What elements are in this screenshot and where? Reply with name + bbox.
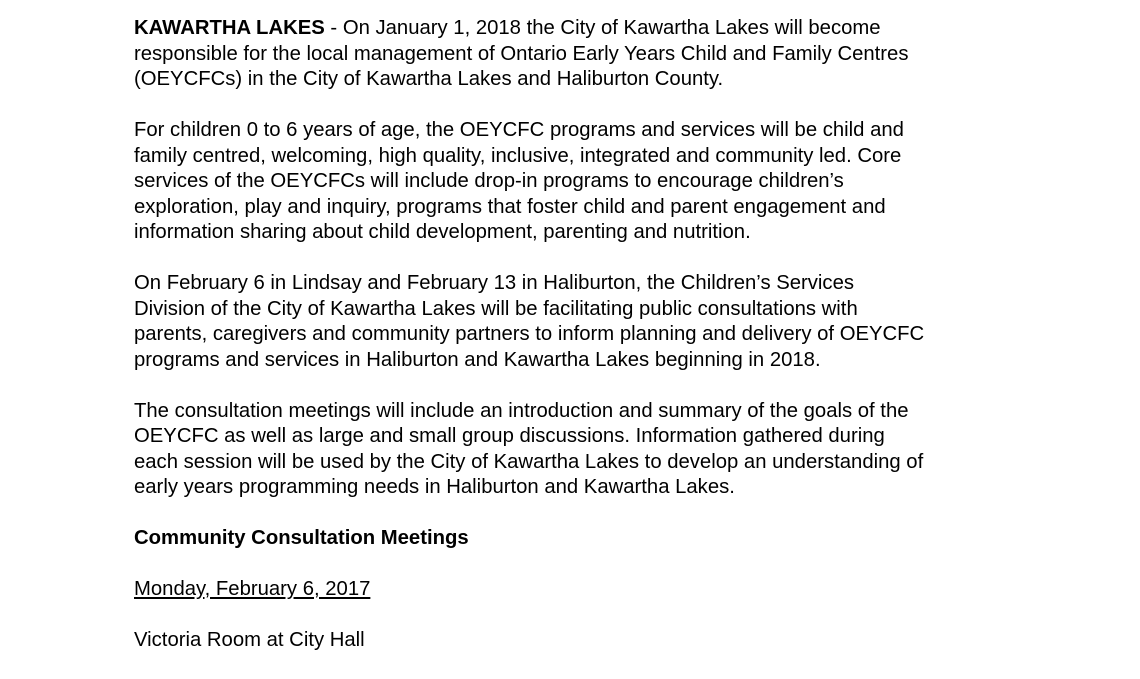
summary-line-1: The consultation meetings will include an introduction and summary of the goals of the xyxy=(134,399,909,422)
programs-line-1: For children 0 to 6 years of age, the OEYCFC programs and services will be child and xyxy=(134,119,904,141)
meetings-heading: Community Consultation Meetings xyxy=(134,527,469,549)
intro-paragraph xyxy=(134,16,1024,93)
programs-line-4: exploration, play and inquiry, programs that foster child and parent engagement and xyxy=(134,195,886,218)
dateline: KAWARTHA LAKES xyxy=(134,17,325,39)
consultations-line-2: Division of the City of Kawartha Lakes will be facilitating public consultations with xyxy=(134,297,858,320)
meeting-venue: Victoria Room at City Hall xyxy=(134,629,365,651)
intro-line-1-text: - On January 1, 2018 the City of Kawartha Lakes will become xyxy=(324,17,881,39)
programs-line-3: services of the OEYCFCs will include drop-in programs to encourage children’s xyxy=(134,170,844,192)
summary-line-3: each session will be used by the City of Kawartha Lakes to develop an understanding of xyxy=(134,450,924,473)
programs-paragraph xyxy=(134,118,1024,246)
programs-line-2: family centred, welcoming, high quality, inclusive, integrated and community led. Core xyxy=(134,144,902,167)
intro-line-2: responsible for the local management of Ontario Early Years Child and Family Centres xyxy=(134,42,909,65)
intro-line-3: (OEYCFCs) in the City of Kawartha Lakes and Haliburton County. xyxy=(134,68,724,90)
summary-line-4: early years programming needs in Haliburton and Kawartha Lakes. xyxy=(134,476,735,498)
consultations-line-4: programs and services in Haliburton and Kawartha Lakes beginning in 2018. xyxy=(134,348,821,371)
consultations-line-1: On February 6 in Lindsay and February 13 in Haliburton, the Children’s Services xyxy=(134,272,854,294)
summary-line-2: OEYCFC as well as large and small group discussions. Information gathered during xyxy=(134,425,885,447)
intro-line-1 xyxy=(134,16,1024,42)
meetings-summary-paragraph xyxy=(134,399,1024,501)
meeting-date: Monday, February 6, 2017 xyxy=(134,578,371,600)
document-page xyxy=(134,16,1024,679)
consultations-line-3: parents, caregivers and community partners to inform planning and delivery of OEYCFC xyxy=(134,323,925,345)
consultations-paragraph xyxy=(134,271,1024,373)
programs-line-5: information sharing about child development, parenting and nutrition. xyxy=(134,221,751,243)
